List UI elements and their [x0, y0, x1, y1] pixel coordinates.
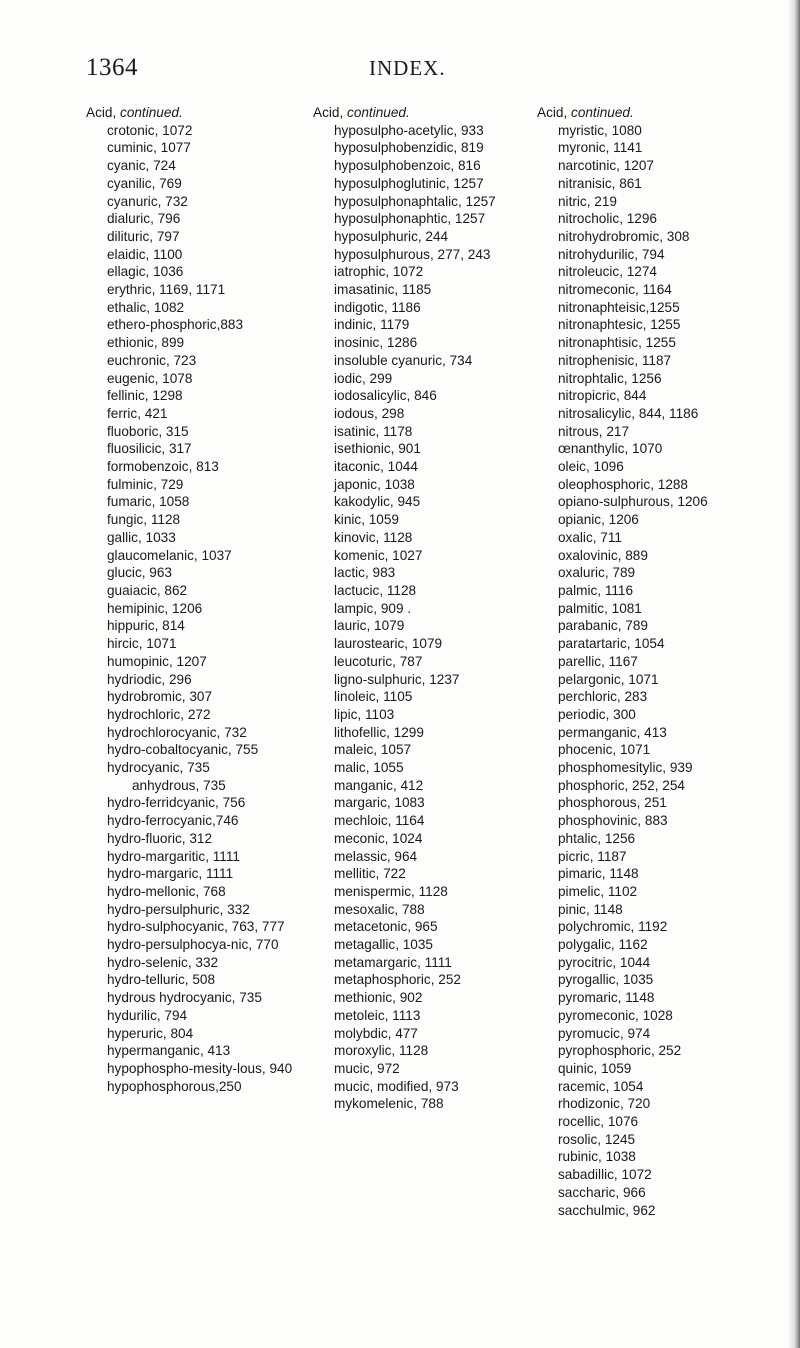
index-entry: quinic, 1059 — [558, 1060, 632, 1076]
index-entry: rubinic, 1038 — [558, 1149, 636, 1165]
index-entry: hydro-ferridcyanic, 756 — [107, 795, 246, 811]
index-entry: nitronaphtisic, 1255 — [558, 335, 676, 351]
index-entry: guaiacic, 862 — [107, 582, 188, 598]
index-entry: paratartaric, 1054 — [558, 636, 665, 652]
index-entry: hydro-telluric, 508 — [107, 972, 216, 988]
index-entry: fulminic, 729 — [107, 476, 184, 492]
index-entry: nitroleucic, 1274 — [558, 264, 657, 280]
index-entry: lampic, 909 . — [334, 600, 412, 616]
index-entry: hydro-persulphuric, 332 — [107, 901, 250, 917]
index-entry: crotonic, 1072 — [107, 122, 193, 138]
index-entry: nitronaphteisic,1255 — [558, 299, 680, 315]
index-entry: oxalic, 711 — [558, 529, 622, 545]
index-entry: myronic, 1141 — [558, 140, 643, 156]
index-entry: kakodylic, 945 — [334, 494, 421, 510]
index-entry: racemic, 1054 — [558, 1078, 644, 1094]
index-entry: ethionic, 899 — [107, 335, 185, 351]
index-entry: nitrophenisic, 1187 — [558, 352, 672, 368]
index-entry: ellagic, 1036 — [107, 264, 184, 280]
index-entry: komenic, 1027 — [334, 547, 423, 563]
index-entry: hydro-sulphocyanic, 763, 777 — [107, 919, 285, 935]
index-entry: meconic, 1024 — [334, 830, 423, 846]
index-entry: hyposulphonaphtalic, 1257 — [334, 193, 496, 209]
index-entry: hircic, 1071 — [107, 636, 177, 652]
index-entry: dilituric, 797 — [107, 228, 180, 244]
index-entry: opiano-sulphurous, 1206 — [558, 494, 708, 510]
index-entry: glaucomelanic, 1037 — [107, 547, 232, 563]
index-entry: hippuric, 814 — [107, 618, 185, 634]
index-entry: oxaluric, 789 — [558, 565, 636, 581]
index-entry: narcotinic, 1207 — [558, 158, 654, 174]
index-entry: nitrophtalic, 1256 — [558, 370, 662, 386]
index-entry: nitropicric, 844 — [558, 388, 647, 404]
index-entry: hydrochloric, 272 — [107, 706, 211, 722]
index-entry: mykomelenic, 788 — [334, 1096, 444, 1112]
index-entry: metoleic, 1113 — [334, 1007, 421, 1023]
index-entry: hydro-fluoric, 312 — [107, 830, 213, 846]
index-entry: oleophosphoric, 1288 — [558, 476, 688, 492]
index-entry: indigotic, 1186 — [334, 299, 421, 315]
page-edge-shadow — [788, 0, 800, 1348]
index-entry: moroxylic, 1128 — [334, 1043, 429, 1059]
index-entry: hypophosphorous,250 — [107, 1078, 242, 1094]
index-entry: hydurilic, 794 — [107, 1007, 188, 1023]
index-entry: metamargaric, 1111 — [334, 954, 452, 970]
index-entry: melassic, 964 — [334, 848, 418, 864]
index-entry: pyromeconic, 1028 — [558, 1007, 673, 1023]
index-entry: myristic, 1080 — [558, 122, 642, 138]
index-entry: fumaric, 1058 — [107, 494, 190, 510]
index-entry: pelargonic, 1071 — [558, 671, 659, 687]
index-entry: methionic, 902 — [334, 990, 423, 1006]
index-entry: insoluble cyanuric, 734 — [334, 352, 473, 368]
index-entry: phosphomesitylic, 939 — [558, 760, 693, 776]
index-entry: phosphoric, 252, 254 — [558, 777, 685, 793]
index-entry: phtalic, 1256 — [558, 830, 636, 846]
index-entry: dialuric, 796 — [107, 211, 181, 227]
index-entry: hydro-mellonic, 768 — [107, 883, 226, 899]
index-entry: iatrophic, 1072 — [334, 264, 424, 280]
index-entry: nitronaphtesic, 1255 — [558, 317, 681, 333]
index-entry: fluoboric, 315 — [107, 423, 189, 439]
index-entry: cuminic, 1077 — [107, 140, 191, 156]
index-entry: japonic, 1038 — [334, 476, 415, 492]
index-entry: pimaric, 1148 — [558, 866, 639, 882]
index-entry: hydrobromic, 307 — [107, 689, 213, 705]
index-entry: inosinic, 1286 — [334, 335, 418, 351]
index-entry: nitranisic, 861 — [558, 175, 642, 191]
index-entry: hydriodic, 296 — [107, 671, 192, 687]
index-entry: metacetonic, 965 — [334, 919, 438, 935]
index-entry: gallic, 1033 — [107, 529, 176, 545]
index-entry: pyromucic, 974 — [558, 1025, 651, 1041]
index-entry: nitric, 219 — [558, 193, 617, 209]
index-entry: hypophospho-mesity-lous, 940 — [107, 1060, 293, 1076]
entry-list — [86, 122, 316, 1096]
index-entry: permanganic, 413 — [558, 724, 667, 740]
index-entry: hyperuric, 804 — [107, 1025, 194, 1041]
index-entry: fungic, 1128 — [107, 512, 181, 528]
index-entry: picric, 1187 — [558, 848, 627, 864]
index-entry: nitrocholic, 1296 — [558, 211, 657, 227]
index-entry: laurostearic, 1079 — [334, 636, 443, 652]
index-entry: ethalic, 1082 — [107, 299, 185, 315]
entry-list — [537, 122, 782, 1220]
index-entry: cyanic, 724 — [107, 158, 176, 174]
index-entry: eugenic, 1078 — [107, 370, 193, 386]
index-entry: indinic, 1179 — [334, 317, 410, 333]
index-entry: mechloic, 1164 — [334, 813, 425, 829]
index-entry: hyposulphoglutinic, 1257 — [334, 175, 484, 191]
index-entry: isethionic, 901 — [334, 441, 421, 457]
column-heading: Acid, continued. — [313, 105, 410, 120]
index-entry: mesoxalic, 788 — [334, 901, 425, 917]
index-entry: euchronic, 723 — [107, 352, 197, 368]
index-entry: oxalovinic, 889 — [558, 547, 648, 563]
index-entry: fellinic, 1298 — [107, 388, 183, 404]
index-entry: nitrohydrobromic, 308 — [558, 228, 690, 244]
column-heading: Acid, continued. — [86, 105, 183, 120]
index-entry: hyposulpho-acetylic, 933 — [334, 122, 484, 138]
index-entry: parellic, 1167 — [558, 653, 638, 669]
index-entry: menispermic, 1128 — [334, 883, 448, 899]
index-entry: oleic, 1096 — [558, 459, 624, 475]
index-entry: ferric, 421 — [107, 405, 168, 421]
index-entry: manganic, 412 — [334, 777, 424, 793]
index-entry: periodic, 300 — [558, 706, 636, 722]
index-entry: hemipinic, 1206 — [107, 600, 203, 616]
index-column-1 — [86, 104, 316, 1095]
index-entry: molybdic, 477 — [334, 1025, 418, 1041]
index-entry: metaphosphoric, 252 — [334, 972, 461, 988]
index-entry: itaconic, 1044 — [334, 459, 418, 475]
index-entry: hydro-margaric, 1111 — [107, 866, 234, 882]
index-entry: iodosalicylic, 846 — [334, 388, 437, 404]
index-entry: leucoturic, 787 — [334, 653, 423, 669]
index-entry: erythric, 1169, 1171 — [107, 282, 226, 298]
index-entry: nitrohydurilic, 794 — [558, 246, 665, 262]
index-entry: nitrous, 217 — [558, 423, 630, 439]
index-column-3 — [537, 104, 782, 1219]
index-entry: phosphovinic, 883 — [558, 813, 668, 829]
index-entry: fluosilicic, 317 — [107, 441, 192, 457]
index-entry: pimelic, 1102 — [558, 883, 638, 899]
index-entry: palmitic, 1081 — [558, 600, 642, 616]
index-entry: rhodizonic, 720 — [558, 1096, 651, 1112]
index-entry: malic, 1055 — [334, 760, 404, 776]
index-entry: elaidic, 1100 — [107, 246, 183, 262]
index-entry: nitrosalicylic, 844, 1186 — [558, 405, 699, 421]
index-entry: margaric, 1083 — [334, 795, 425, 811]
column-heading: Acid, continued. — [537, 105, 634, 120]
index-entry: rosolic, 1245 — [558, 1131, 636, 1147]
index-entry: pyrogallic, 1035 — [558, 972, 654, 988]
index-entry: nitromeconic, 1164 — [558, 282, 672, 298]
index-entry: ligno-sulphuric, 1237 — [334, 671, 460, 687]
index-entry: hyposulphobenzoic, 816 — [334, 158, 481, 174]
index-entry: palmic, 1116 — [558, 582, 634, 598]
index-entry: mucic, 972 — [334, 1060, 400, 1076]
index-entry: lipic, 1103 — [334, 706, 395, 722]
index-entry: rocellic, 1076 — [558, 1114, 639, 1130]
index-entry: lactic, 983 — [334, 565, 396, 581]
index-entry: pyrophosphoric, 252 — [558, 1043, 682, 1059]
index-entry: hydro-selenic, 332 — [107, 954, 219, 970]
index-entry: mellitic, 722 — [334, 866, 406, 882]
index-entry: cyanuric, 732 — [107, 193, 188, 209]
index-entry: hydrocyanic, 735 — [107, 760, 210, 776]
index-entry: humopinic, 1207 — [107, 653, 207, 669]
index-entry: sabadillic, 1072 — [558, 1167, 652, 1183]
index-entry: formobenzoic, 813 — [107, 459, 219, 475]
entry-list — [313, 122, 543, 1113]
index-entry: ethero-phosphoric,883 — [107, 317, 244, 333]
index-entry: hydro-ferrocyanic,746 — [107, 813, 239, 829]
index-entry: cyanilic, 769 — [107, 175, 182, 191]
index-entry: œnanthylic, 1070 — [558, 441, 663, 457]
index-entry: anhydrous, 735 — [132, 777, 226, 793]
index-entry: hydro-persulphocya-nic, 770 — [107, 937, 279, 953]
index-entry: polychromic, 1192 — [558, 919, 668, 935]
index-entry: hyposulphurous, 277, 243 — [334, 246, 491, 262]
index-entry: maleic, 1057 — [334, 742, 412, 758]
index-entry: opianic, 1206 — [558, 512, 639, 528]
index-entry: lactucic, 1128 — [334, 582, 417, 598]
index-entry: glucic, 963 — [107, 565, 172, 581]
index-entry: isatinic, 1178 — [334, 423, 413, 439]
index-entry: perchloric, 283 — [558, 689, 648, 705]
index-entry: linoleic, 1105 — [334, 689, 413, 705]
index-entry: hypermanganic, 413 — [107, 1043, 231, 1059]
index-entry: polygalic, 1162 — [558, 937, 648, 953]
index-entry: hyposulphuric, 244 — [334, 228, 449, 244]
index-entry: hydrous hydrocyanic, 735 — [107, 990, 262, 1006]
index-entry: phosphorous, 251 — [558, 795, 667, 811]
index-entry: parabanic, 789 — [558, 618, 648, 634]
running-head: INDEX. — [369, 56, 446, 80]
index-entry: pinic, 1148 — [558, 901, 623, 917]
index-entry: mucic, modified, 973 — [334, 1078, 459, 1094]
index-entry: hyposulphonaphtic, 1257 — [334, 211, 486, 227]
index-entry: iodous, 298 — [334, 405, 405, 421]
index-entry: pyrocitric, 1044 — [558, 954, 651, 970]
index-entry: hyposulphobenzidic, 819 — [334, 140, 484, 156]
index-entry: pyromaric, 1148 — [558, 990, 655, 1006]
index-column-2 — [313, 104, 543, 1113]
index-entry: lauric, 1079 — [334, 618, 405, 634]
index-entry: sacchulmic, 962 — [558, 1202, 656, 1218]
index-entry: hydrochlorocyanic, 732 — [107, 724, 247, 740]
index-entry: imasatinic, 1185 — [334, 282, 432, 298]
index-entry: metagallic, 1035 — [334, 937, 433, 953]
index-entry: saccharic, 966 — [558, 1184, 646, 1200]
index-entry: lithofellic, 1299 — [334, 724, 424, 740]
index-entry: kinic, 1059 — [334, 512, 399, 528]
index-entry: kinovic, 1128 — [334, 529, 413, 545]
index-entry: iodic, 299 — [334, 370, 393, 386]
page-number: 1364 — [86, 54, 138, 81]
index-entry: phocenic, 1071 — [558, 742, 651, 758]
index-entry: hydro-margaritic, 1111 — [107, 848, 240, 864]
index-entry: hydro-cobaltocyanic, 755 — [107, 742, 259, 758]
